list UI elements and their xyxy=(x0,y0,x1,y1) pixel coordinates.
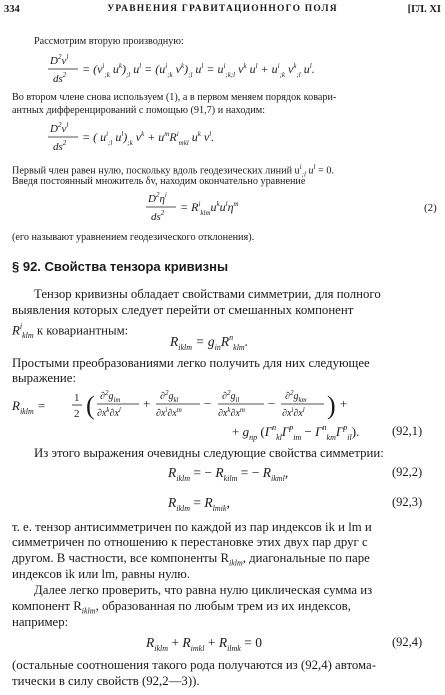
svg-text:ds2: $ds^2$ xyxy=(53,139,67,153)
svg-text:∂2gkl: $\partial^2g_{kl}$ xyxy=(160,389,179,404)
svg-text:Riklm = − Rkilm = − Rikml,: $R_{iklm}$ = − $R_{kilm}$ = − $R_{ikml}$, xyxy=(168,465,289,483)
paragraph-line: индексов ik или lm, равны нулю. xyxy=(12,567,191,581)
svg-text:∂2gkm: $\partial^2g_{km}$ xyxy=(285,389,307,404)
paragraph-line: (остальные соотношения такого рода получаются из (92,4) автома- xyxy=(12,658,376,672)
paragraph-line: Из этого выражения очевидны следующие свойства симметрии: xyxy=(34,446,384,460)
svg-text:1: 1 xyxy=(74,392,80,404)
svg-text:= Riklmukulηm: = $R^i_{klm}u^ku^l\eta^m$ xyxy=(180,200,239,217)
page-header xyxy=(4,4,441,18)
svg-text:Riklm = ginRnklm.: $R_{iklm} = g_{in}R^n_{klm}$. xyxy=(170,333,249,351)
paragraph-line: симметричен по отношению к перестановке этих двух пар друг с xyxy=(12,535,368,549)
paragraph-line: Во втором члене снова используем (1), а в первом меняем порядок ковари- xyxy=(12,92,337,103)
paragraph-line: выявления которых следует перейти от смешанных компонент xyxy=(12,303,354,317)
svg-text:∂2gim: $\partial^2g_{im}$ xyxy=(100,389,121,404)
svg-text:∂xk∂xm: $\partial x^k\partial x^m$ xyxy=(218,406,245,419)
section-heading: § 92. Свойства тензора кривизны xyxy=(12,259,229,274)
svg-text:(: ( xyxy=(86,391,95,420)
chapter-label: [ГЛ. XI xyxy=(407,4,441,15)
equation-graphic xyxy=(0,490,445,514)
page-number: 334 xyxy=(4,4,20,15)
svg-text:D2vl: $D^2v^l$ xyxy=(50,53,69,67)
svg-text:+: + xyxy=(143,396,151,411)
paragraph-line: Введя постоянный множитель δv, находим окончательно уравнение xyxy=(12,176,306,187)
paragraph-line: Первый член равен нулю, поскольку вдоль геодезических линий $u^i_{;l}$ $u^l = 0$. xyxy=(12,163,334,179)
equation-graphic xyxy=(0,460,445,484)
paragraph-line: компонент $R_{iklm}$, образованная по любым трем из их индексов, xyxy=(12,599,351,616)
equation-number: (92,3) xyxy=(392,495,423,509)
paragraph-line: (его называют уравнением геодезического отклонения). xyxy=(12,232,255,243)
svg-text:D2vl: $D^2v^l$ xyxy=(50,121,69,135)
paragraph-line: выражение: xyxy=(12,371,77,385)
equation-number: (92,2) xyxy=(392,465,423,479)
equation-number: (92,1) xyxy=(392,424,423,438)
paragraph-line: другом. В частности, все компоненты $R_{iklm}$, диагональные по паре xyxy=(12,551,370,568)
svg-text:ds2: $ds^2$ xyxy=(53,71,67,85)
svg-text:= ( ui;l ul);k vk + umRimkl uk: = ( $u^i_{;l}$ $u^l)_{;k}$ $v^k + u^mR^i_{mkl}$ $u^k$ $v^l$. xyxy=(82,130,215,147)
paragraph-line: Далее легко проверить, что равна нулю циклическая сумма из xyxy=(34,583,373,597)
svg-text:−: − xyxy=(268,396,276,411)
paragraph-line: антных дифференцирований с помощью (91,7) и находим: xyxy=(12,105,266,116)
svg-text:∂xi∂xl: $\partial x^i\partial x^l$ xyxy=(282,406,305,419)
equation-graphic xyxy=(0,52,445,92)
equation-graphic xyxy=(0,329,445,351)
equation-number: (2) xyxy=(424,202,437,214)
svg-text:Riklm = Rlmik,: $R_{iklm} = R_{lmik}$, xyxy=(168,495,230,513)
svg-text:∂2gil: $\partial^2g_{il}$ xyxy=(222,389,240,404)
svg-text:∂xk∂xl: $\partial x^k\partial x^l$ xyxy=(97,406,121,419)
svg-text:Riklm + Rimkl + Rilmk = 0: $R_{iklm} + R_{imkl} + R_{ilmk} = 0$ xyxy=(146,635,262,653)
paragraph-line: Простыми преобразованиями легко получить для них следующее xyxy=(12,356,370,370)
svg-text:+ gnp (ΓnklΓpim − ΓnkmΓpil).: + $g_{np}$ $(\Gamma^n_{kl}\Gamma^p_{im} - \Gamma^n_{km}\Gamma^p_{il})$. xyxy=(232,423,360,442)
paragraph-line: тически в силу свойств (92,2—3)). xyxy=(12,674,200,688)
equation-graphic xyxy=(0,190,445,228)
paragraph-line: $R^i_{klm}$ к ковариантным: xyxy=(12,322,129,340)
equation-graphic xyxy=(0,630,445,654)
svg-text:−: − xyxy=(204,396,212,411)
svg-text:D2ηi: $D^2\eta^i$ xyxy=(148,191,167,205)
svg-text:Riklm =: $R_{iklm}$ = xyxy=(12,398,46,416)
equation-graphic xyxy=(0,386,445,446)
equation-graphic xyxy=(0,120,445,160)
svg-text:2: 2 xyxy=(74,408,80,420)
paragraph-line: т. е. тензор антисимметричен по каждой из пар индексов ik и lm и xyxy=(12,520,372,534)
paragraph-line: Тензор кривизны обладает свойствами симметрии, для полного xyxy=(34,287,381,301)
svg-text:): ) xyxy=(327,391,336,420)
running-title: УРАВНЕНИЯ ГРАВИТАЦИОННОГО ПОЛЯ xyxy=(107,4,338,14)
svg-text:+: + xyxy=(340,396,348,411)
paragraph-line: например: xyxy=(12,615,69,629)
svg-text:ds2: $ds^2$ xyxy=(151,209,165,223)
paragraph-line: Рассмотрим вторую производную: xyxy=(34,36,184,47)
svg-text:= (vi;k uk);l ul = (ui;k vk);l: = ($v^i_{;k}$ $u^k)_{;l}$ $u^l = (u^i_{;k}$ $v^k)_{;l}$ $u^l = u^i_{;k;l}$ $v^k$ $u^l + u^i_{;k}$ $v^k_{;l}$ $u^l$. xyxy=(82,62,315,79)
svg-text:∂xi∂xm: $\partial x^i\partial x^m$ xyxy=(156,406,182,419)
equation-number: (92,4) xyxy=(392,635,423,649)
